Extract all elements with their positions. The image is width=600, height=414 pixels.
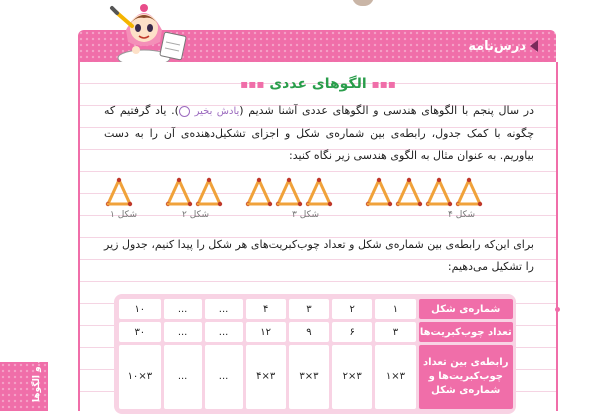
matchstick bbox=[469, 180, 480, 204]
matchstick-head bbox=[328, 202, 332, 206]
intro-paragraph bbox=[104, 100, 534, 167]
matchstick-head bbox=[207, 178, 211, 182]
lesson-tab bbox=[460, 35, 548, 57]
matchstick bbox=[248, 180, 259, 204]
table-cell: ۱۲ bbox=[246, 322, 286, 342]
title-dots-icon: ▪▪▪ bbox=[240, 77, 265, 91]
intro-highlight: یادش بخیر bbox=[194, 106, 240, 117]
table-cell: ۴ bbox=[246, 299, 286, 319]
table-cell: ... bbox=[164, 299, 202, 319]
table-row bbox=[119, 345, 513, 409]
matchstick bbox=[209, 180, 220, 204]
title-dots-icon: ▪▪▪ bbox=[371, 77, 396, 91]
figure-label-1: شکل ۱ bbox=[110, 210, 138, 220]
row-head: رابطه‌ی بین تعداد چوب‌کبریت‌ها و شماره‌ی شکل bbox=[419, 345, 513, 409]
matchstick bbox=[259, 180, 270, 204]
table-cell: ۳×۴ bbox=[246, 345, 286, 409]
table-cell: ۳×۱ bbox=[375, 345, 415, 409]
row-head: تعداد چوب‌کبریت‌ها bbox=[419, 322, 513, 342]
matchstick bbox=[168, 180, 179, 204]
table-cell: ... bbox=[205, 299, 243, 319]
swirl-icon bbox=[179, 106, 190, 117]
figure-label-4: شکل ۴ bbox=[448, 210, 476, 220]
section-title-text: الگوهای عددی bbox=[269, 76, 367, 92]
table-cell: ... bbox=[205, 345, 243, 409]
table-cell: ۱ bbox=[375, 299, 415, 319]
matchstick-figures bbox=[90, 176, 550, 226]
table-cell: ... bbox=[164, 322, 202, 342]
matchstick-head bbox=[437, 178, 441, 182]
matchstick bbox=[439, 180, 450, 204]
top-decoration bbox=[352, 0, 374, 6]
tab-arrow-icon bbox=[530, 40, 538, 52]
table-cell: ۳ bbox=[375, 322, 415, 342]
matchstick bbox=[119, 180, 130, 204]
matchstick-head bbox=[188, 202, 192, 206]
matchstick bbox=[278, 180, 289, 204]
intro-text-before: در سال پنجم با الگوهای هندسی و الگوهای عددی آشنا شدیم ( bbox=[239, 104, 535, 117]
matchstick-head bbox=[448, 202, 452, 206]
matchstick-head bbox=[478, 202, 482, 206]
matchstick bbox=[289, 180, 300, 204]
table-cell: ... bbox=[205, 322, 243, 342]
lesson-panel bbox=[78, 62, 558, 411]
matchstick-head bbox=[218, 202, 222, 206]
lesson-tab-label: درس‌نامه bbox=[468, 38, 526, 54]
table-cell: ۹ bbox=[289, 322, 329, 342]
row-head: شماره‌ی شکل bbox=[419, 299, 513, 319]
matchstick-head bbox=[317, 178, 321, 182]
matchstick-head bbox=[407, 178, 411, 182]
matchstick bbox=[379, 180, 390, 204]
table-cell: ۶ bbox=[332, 322, 372, 342]
matchstick-head bbox=[257, 178, 261, 182]
pattern-table bbox=[114, 294, 516, 414]
figure-label-2: شکل ۲ bbox=[182, 210, 210, 220]
table-cell: ۳۰ bbox=[119, 322, 161, 342]
section-title bbox=[80, 76, 556, 92]
mascot-girl-icon bbox=[96, 0, 196, 64]
matchstick-head bbox=[268, 202, 272, 206]
matchstick-head bbox=[128, 202, 132, 206]
matchstick bbox=[308, 180, 319, 204]
matchstick-head bbox=[388, 202, 392, 206]
matchstick-head bbox=[177, 178, 181, 182]
chapter-side-label: عدد و الگوها bbox=[32, 347, 42, 402]
matchstick-triangles bbox=[90, 176, 550, 210]
panel-dot bbox=[555, 307, 560, 312]
table-row bbox=[119, 299, 513, 319]
matchstick bbox=[108, 180, 119, 204]
table-cell: ... bbox=[164, 345, 202, 409]
table-cell: ۱۰ bbox=[119, 299, 161, 319]
matchstick-head bbox=[377, 178, 381, 182]
matchstick-head bbox=[298, 202, 302, 206]
matchstick-head bbox=[418, 202, 422, 206]
figure-label-3: شکل ۳ bbox=[292, 210, 320, 220]
table-cell: ۳ bbox=[289, 299, 329, 319]
matchstick bbox=[319, 180, 330, 204]
matchstick-head bbox=[117, 178, 121, 182]
table-cell: ۲ bbox=[332, 299, 372, 319]
matchstick bbox=[458, 180, 469, 204]
matchstick bbox=[398, 180, 409, 204]
matchstick bbox=[409, 180, 420, 204]
table-cell: ۳×۱۰ bbox=[119, 345, 161, 409]
table-cell: ۳×۲ bbox=[332, 345, 372, 409]
matchstick-head bbox=[467, 178, 471, 182]
matchstick bbox=[428, 180, 439, 204]
table-cell: ۳×۳ bbox=[289, 345, 329, 409]
matchstick bbox=[179, 180, 190, 204]
intro-text-after: ). یاد گرفتیم که چگونه با کمک جدول، رابطه‌ی بین شماره‌ی شکل و اجزای تشکیل‌دهنده‌ی آن را به دست بیاوریم. به عنوان مثال به الگوی هندسی زیر نگاه کنید: bbox=[104, 104, 534, 162]
table-intro-paragraph: برای این‌که رابطه‌ی بین شماره‌ی شکل و تعداد چوب‌کبریت‌های هر شکل را پیدا کنیم، جدول زیر را تشکیل می‌دهیم: bbox=[104, 238, 534, 273]
matchstick-head bbox=[287, 178, 291, 182]
matchstick bbox=[198, 180, 209, 204]
table-row bbox=[119, 322, 513, 342]
matchstick bbox=[368, 180, 379, 204]
